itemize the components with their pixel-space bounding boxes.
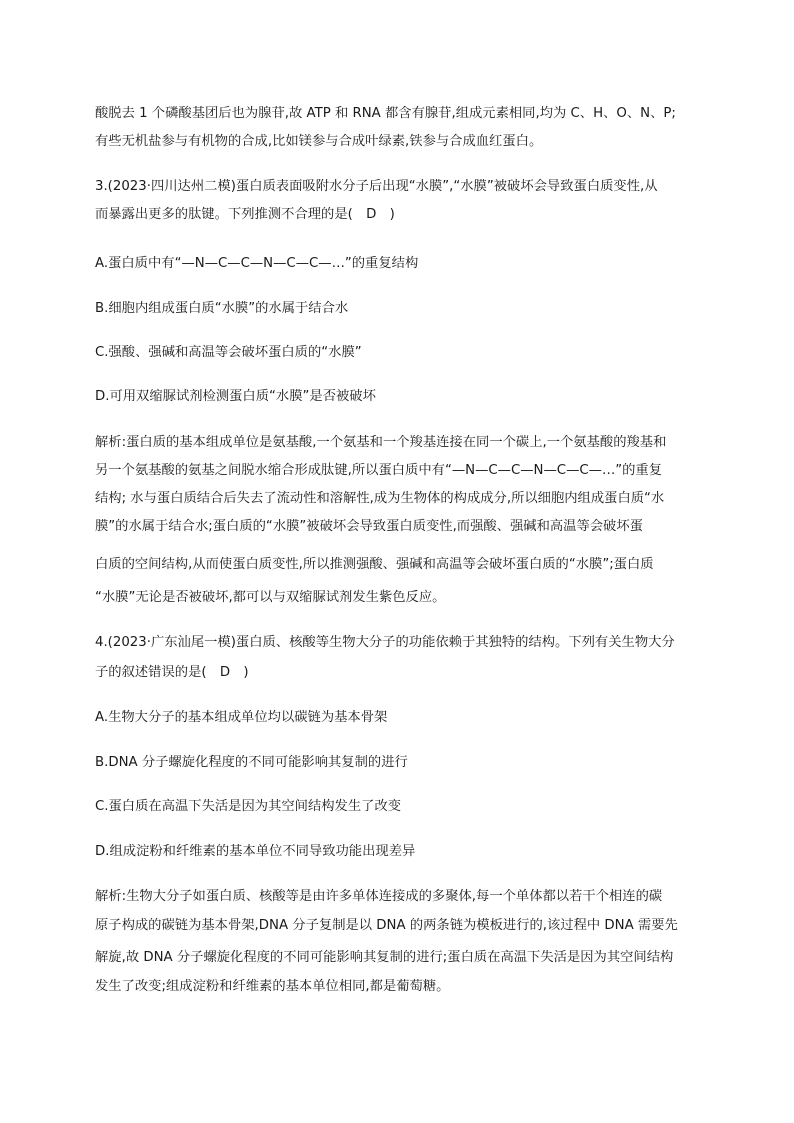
intro-line-2: 有些无机盐参与有机物的合成,比如镁参与合成叶绿素,铁参与合成血红蛋白。: [95, 134, 543, 149]
q3-analysis-line-5: 白质的空间结构,从而使蛋白质变性,所以推测强酸、强碱和高温等会破坏蛋白质的“水膜”;蛋白质: [95, 557, 654, 572]
q4-option-a: A.生物大分子的基本组成单位均以碳链为基本骨架: [95, 710, 388, 725]
q3-option-d: D.可用双缩脲试剂检测蛋白质“水膜”是否被破坏: [95, 389, 376, 404]
q3-stem-line-1: 3.(2023·四川达州二模)蛋白质表面吸附水分子后出现“水膜”,“水膜”被破坏会导致蛋白质变性,从: [95, 179, 658, 194]
q3-option-c: C.强酸、强碱和高温等会破坏蛋白质的“水膜”: [95, 345, 362, 360]
q4-analysis-line-1: 解析:生物大分子如蛋白质、核酸等是由许多单体连接成的多聚体,每一个单体都以若干个相连的碳: [95, 889, 663, 904]
q3-analysis-line-6: “水膜”无论是否被破坏,都可以与双缩脲试剂发生紫色反应。: [95, 590, 446, 605]
q4-option-b: B.DNA 分子螺旋化程度的不同可能影响其复制的进行: [95, 755, 408, 770]
q4-option-d: D.组成淀粉和纤维素的基本单位不同导致功能出现差异: [95, 844, 416, 859]
q3-option-b: B.细胞内组成蛋白质“水膜”的水属于结合水: [95, 301, 349, 316]
q4-option-c: C.蛋白质在高温下失活是因为其空间结构发生了改变: [95, 799, 402, 814]
q4-stem-line-1: 4.(2023·广东汕尾一模)蛋白质、核酸等生物大分子的功能依赖于其独特的结构。下列有关生物大分: [95, 635, 675, 650]
q4-stem-line-2: 子的叙述错误的是( D ): [95, 665, 249, 680]
q3-stem-line-2: 而暴露出更多的肽键。下列推测不合理的是( D ): [95, 207, 395, 222]
q3-analysis-line-3: 结构; 水与蛋白质结合后失去了流动性和溶解性,成为生物体的构成成分,所以细胞内组成蛋白质“水: [95, 491, 665, 506]
intro-line-1: 酸脱去 1 个磷酸基团后也为腺苷,故 ATP 和 RNA 都含有腺苷,组成元素相同,均为 C、H、O、N、P;: [95, 106, 676, 121]
q4-analysis-line-4: 发生了改变;组成淀粉和纤维素的基本单位相同,都是葡萄糖。: [95, 979, 450, 994]
q3-analysis-line-4: 膜”的水属于结合水;蛋白质的“水膜”被破坏会导致蛋白质变性,而强酸、强碱和高温等会破坏蛋: [95, 519, 643, 534]
q3-option-a: A.蛋白质中有“—N—C—C—N—C—C—…”的重复结构: [95, 256, 419, 271]
q3-analysis-line-1: 解析:蛋白质的基本组成单位是氨基酸,一个氨基和一个羧基连接在同一个碳上,一个氨基酸的羧基和: [95, 435, 667, 450]
q4-analysis-line-3: 解旋,故 DNA 分子螺旋化程度的不同可能影响其复制的进行;蛋白质在高温下失活是因为其空间结构: [95, 950, 674, 965]
q3-analysis-line-2: 另一个氨基酸的氨基之间脱水缩合形成肽键,所以蛋白质中有“—N—C—C—N—C—C—…”的重复: [95, 463, 663, 478]
q4-analysis-line-2: 原子构成的碳链为基本骨架,DNA 分子复制是以 DNA 的两条链为模板进行的,该过程中 DNA 需要先: [95, 918, 678, 933]
